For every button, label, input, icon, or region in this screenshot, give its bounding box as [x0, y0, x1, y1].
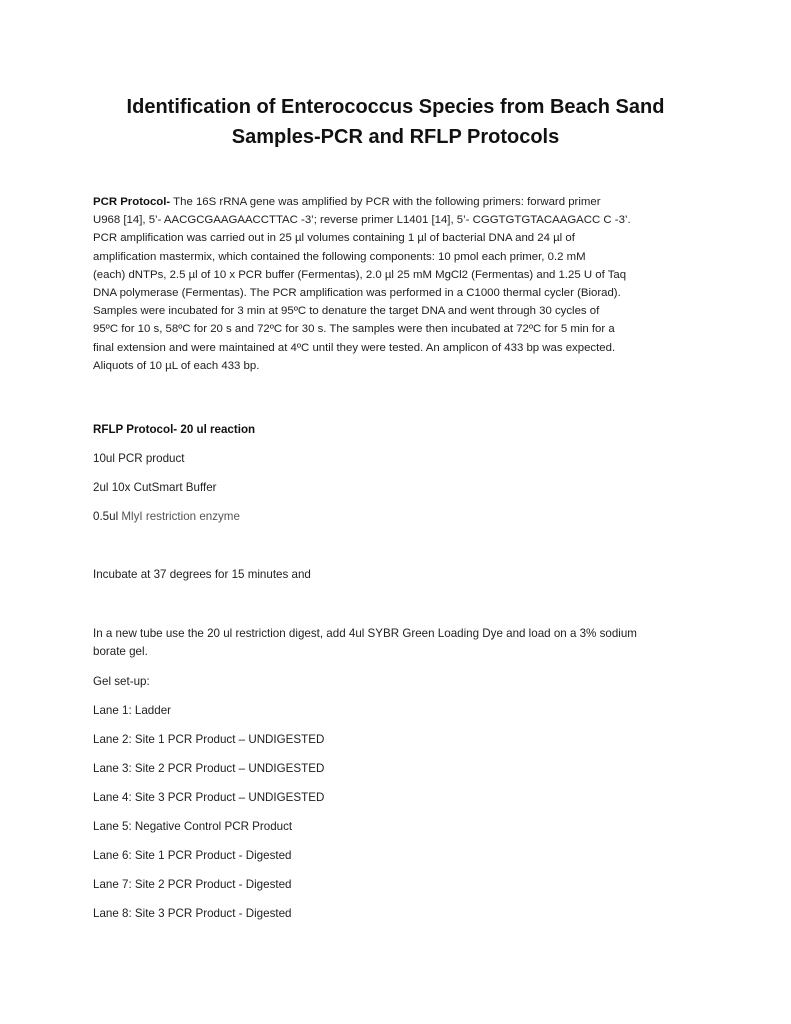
rflp-item-enzyme [93, 509, 240, 525]
gel-lane-8: Lane 8: Site 3 PCR Product - Digested [93, 907, 292, 920]
enzyme-amount: 0.5ul [93, 510, 122, 523]
title-line-1: Identification of Enterococcus Species from Beach Sand [126, 96, 665, 118]
gel-setup-label: Gel set-up: [93, 675, 150, 688]
title-line-2: Samples-PCR and RFLP Protocols [231, 126, 560, 148]
pcr-line-9: final extension and were maintained at 4ºC until they were tested. An amplicon of 433 bp was expected. [93, 341, 616, 354]
pcr-line-5: (each) dNTPs, 2.5 µl of 10 x PCR buffer (Fermentas), 2.0 µl 25 mM MgCl2 (Fermentas) and 1.25 U of Taq [93, 268, 627, 281]
gel-lane-5: Lane 5: Negative Control PCR Product [93, 820, 293, 833]
gel-lane-3: Lane 3: Site 2 PCR Product – UNDIGESTED [93, 762, 325, 775]
new-tube-line-1: In a new tube use the 20 ul restriction digest, add 4ul SYBR Green Loading Dye and load on a 3% sodium [93, 627, 637, 640]
pcr-protocol-paragraph [93, 193, 703, 375]
pcr-line-6: DNA polymerase (Fermentas). The PCR amplification was performed in a C1000 thermal cycler (Biorad). [93, 287, 621, 300]
page-title [40, 92, 751, 152]
pcr-line-3: PCR amplification was carried out in 25 µl volumes containing 1 µl of bacterial DNA and 24 µl of [93, 232, 575, 245]
gel-lane-2: Lane 2: Site 1 PCR Product – UNDIGESTED [93, 733, 325, 746]
gel-lane-7: Lane 7: Site 2 PCR Product - Digested [93, 878, 292, 891]
pcr-line-8: 95ºC for 10 s, 58ºC for 20 s and 72ºC for 30 s. The samples were then incubated at 72ºC for 5 min for a [93, 323, 615, 336]
incubate-instruction: Incubate at 37 degrees for 15 minutes and [93, 568, 311, 581]
rflp-item-pcr-product: 10ul PCR product [93, 452, 185, 465]
gel-lane-4: Lane 4: Site 3 PCR Product – UNDIGESTED [93, 791, 325, 804]
pcr-protocol-heading: PCR Protocol- [93, 196, 171, 208]
gel-lane-6: Lane 6: Site 1 PCR Product - Digested [93, 849, 292, 862]
rflp-protocol-heading: RFLP Protocol- 20 ul reaction [93, 423, 256, 436]
pcr-line-10: Aliquots of 10 µL of each 433 bp. [93, 359, 260, 372]
pcr-line-1 [93, 193, 703, 211]
pcr-text: The 16S rRNA gene was amplified by PCR with the following primers: forward primer [170, 196, 601, 208]
pcr-line-4: amplification mastermix, which contained the following components: 10 pmol each primer, 0.2 mM [93, 250, 586, 263]
rflp-item-buffer: 2ul 10x CutSmart Buffer [93, 481, 217, 494]
pcr-line-7: Samples were incubated for 3 min at 95ºC to denature the target DNA and went through 30 cycles of [93, 305, 600, 318]
enzyme-name: MlyI restriction enzyme [121, 510, 240, 523]
new-tube-line-2: borate gel. [93, 645, 148, 658]
pcr-line-2: U968 [14], 5’- AACGCGAAGAACCTTAC -3’; reverse primer L1401 [14], 5’- CGGTGTGTACAAGACC C -3’. [93, 214, 631, 227]
gel-lane-1: Lane 1: Ladder [93, 704, 172, 717]
